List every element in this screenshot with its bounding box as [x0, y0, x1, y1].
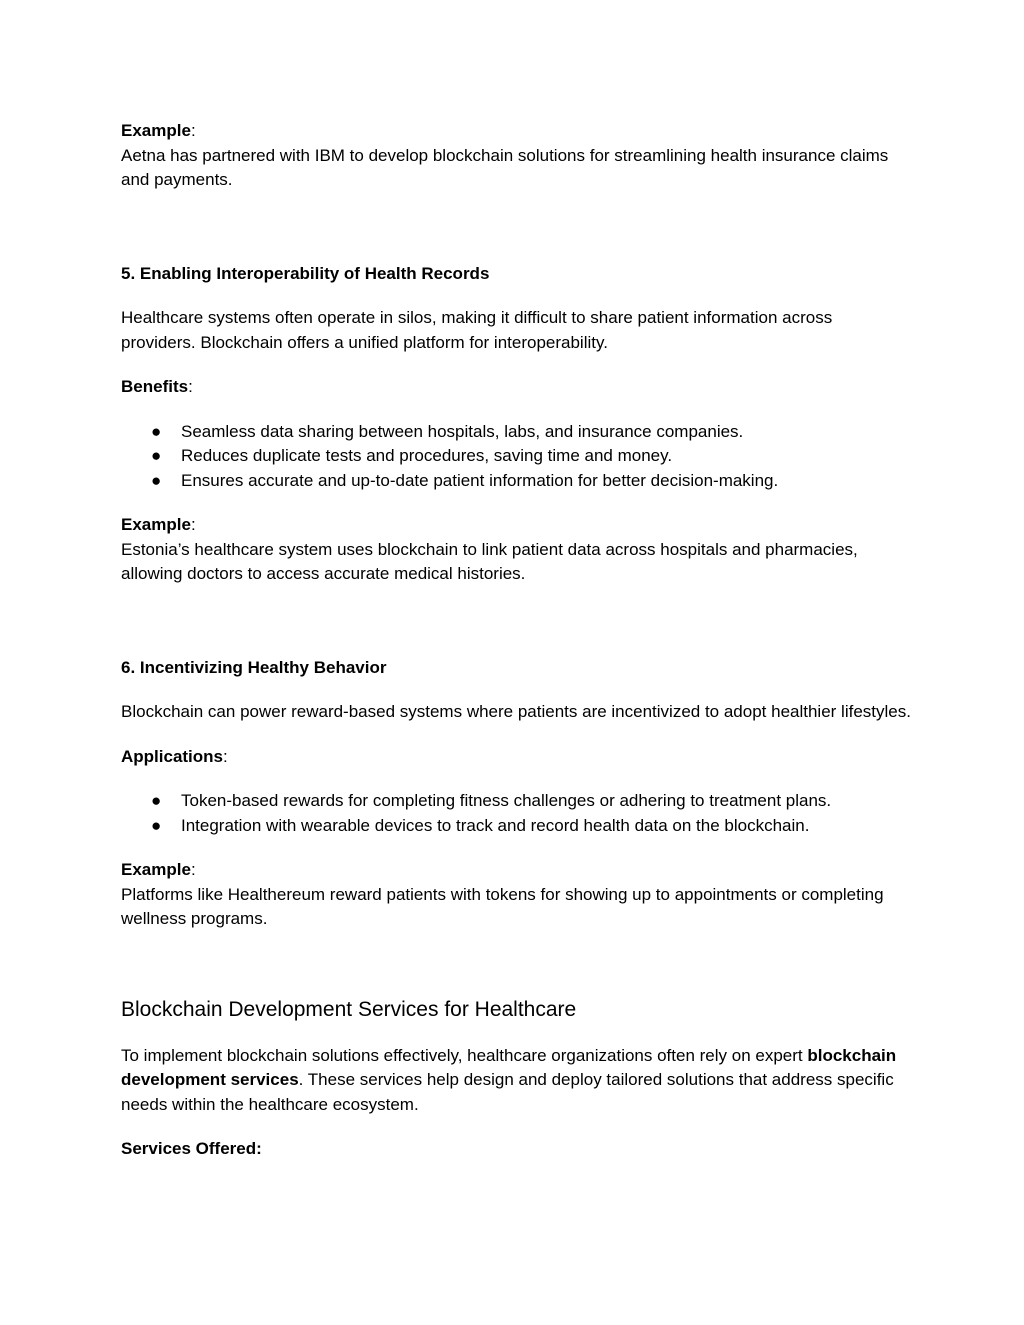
list-item-text: Integration with wearable devices to track and record health data on the blockchain. [181, 815, 810, 835]
services-intro-after: . These services help design and deploy tailored solutions that address specific needs within the healthcare ecosystem. [121, 1070, 894, 1114]
applications-label: Applications [121, 746, 224, 766]
list-item [121, 444, 911, 469]
services-intro-before: To implement blockchain solutions effectively, healthcare organizations often rely on expert [121, 1045, 808, 1065]
benefits-colon: : [188, 377, 193, 396]
example-label: Example [121, 860, 191, 879]
example-label: Example [121, 121, 191, 140]
benefits-list [121, 420, 911, 494]
bullet-icon: ● [151, 470, 162, 490]
services-heading: Blockchain Development Services for Healthcare [121, 997, 577, 1021]
example-label: Example [121, 515, 191, 534]
section-heading-interoperability: 5. Enabling Interoperability of Health Records [121, 263, 490, 283]
list-item [121, 789, 911, 814]
services-intro [121, 1044, 911, 1118]
list-item [121, 420, 911, 445]
applications-colon: : [223, 746, 228, 766]
section-intro: Healthcare systems often operate in silos, making it difficult to share patient information across providers. Blockchain offers a unified platform for interoperability. [121, 308, 833, 352]
services-intro-bold: blockchain development services [121, 1045, 897, 1089]
bullet-icon: ● [151, 815, 162, 835]
example-text: Aetna has partnered with IBM to develop blockchain solutions for streamlining health insurance claims and payments. [121, 145, 889, 189]
example-label-line [121, 858, 911, 883]
list-item [121, 814, 911, 839]
example-label-line [121, 119, 911, 144]
bullet-icon: ● [151, 421, 162, 441]
list-item-text: Seamless data sharing between hospitals, labs, and insurance companies. [181, 421, 744, 441]
list-item-text: Ensures accurate and up-to-date patient information for better decision-making. [181, 470, 779, 490]
example-colon: : [190, 515, 196, 534]
example-colon: : [190, 860, 196, 879]
bullet-icon: ● [151, 446, 162, 465]
example-label-line [121, 513, 911, 538]
services-offered-label: Services Offered: [121, 1139, 262, 1158]
example-colon: : [190, 121, 196, 140]
example-text: Estonia’s healthcare system uses blockchain to link patient data across hospitals and pharmacies, allowing doctors to access accurate medical histories. [121, 539, 858, 583]
list-item [121, 469, 911, 494]
example-text: Platforms like Healthereum reward patients with tokens for showing up to appointments or completing wellness programs. [121, 884, 884, 928]
list-item-text: Reduces duplicate tests and procedures, saving time and money. [181, 446, 673, 465]
benefits-label: Benefits [121, 377, 189, 396]
applications-list [121, 789, 911, 838]
applications-label-line [121, 745, 911, 770]
benefits-label-line [121, 375, 911, 400]
list-item-text: Token-based rewards for completing fitness challenges or adhering to treatment plans. [181, 791, 832, 810]
document-page [121, 119, 911, 1162]
bullet-icon: ● [151, 791, 162, 810]
section-intro: Blockchain can power reward-based systems where patients are incentivized to adopt healthier lifestyles. [121, 702, 911, 721]
section-heading-healthy-behavior: 6. Incentivizing Healthy Behavior [121, 657, 387, 677]
